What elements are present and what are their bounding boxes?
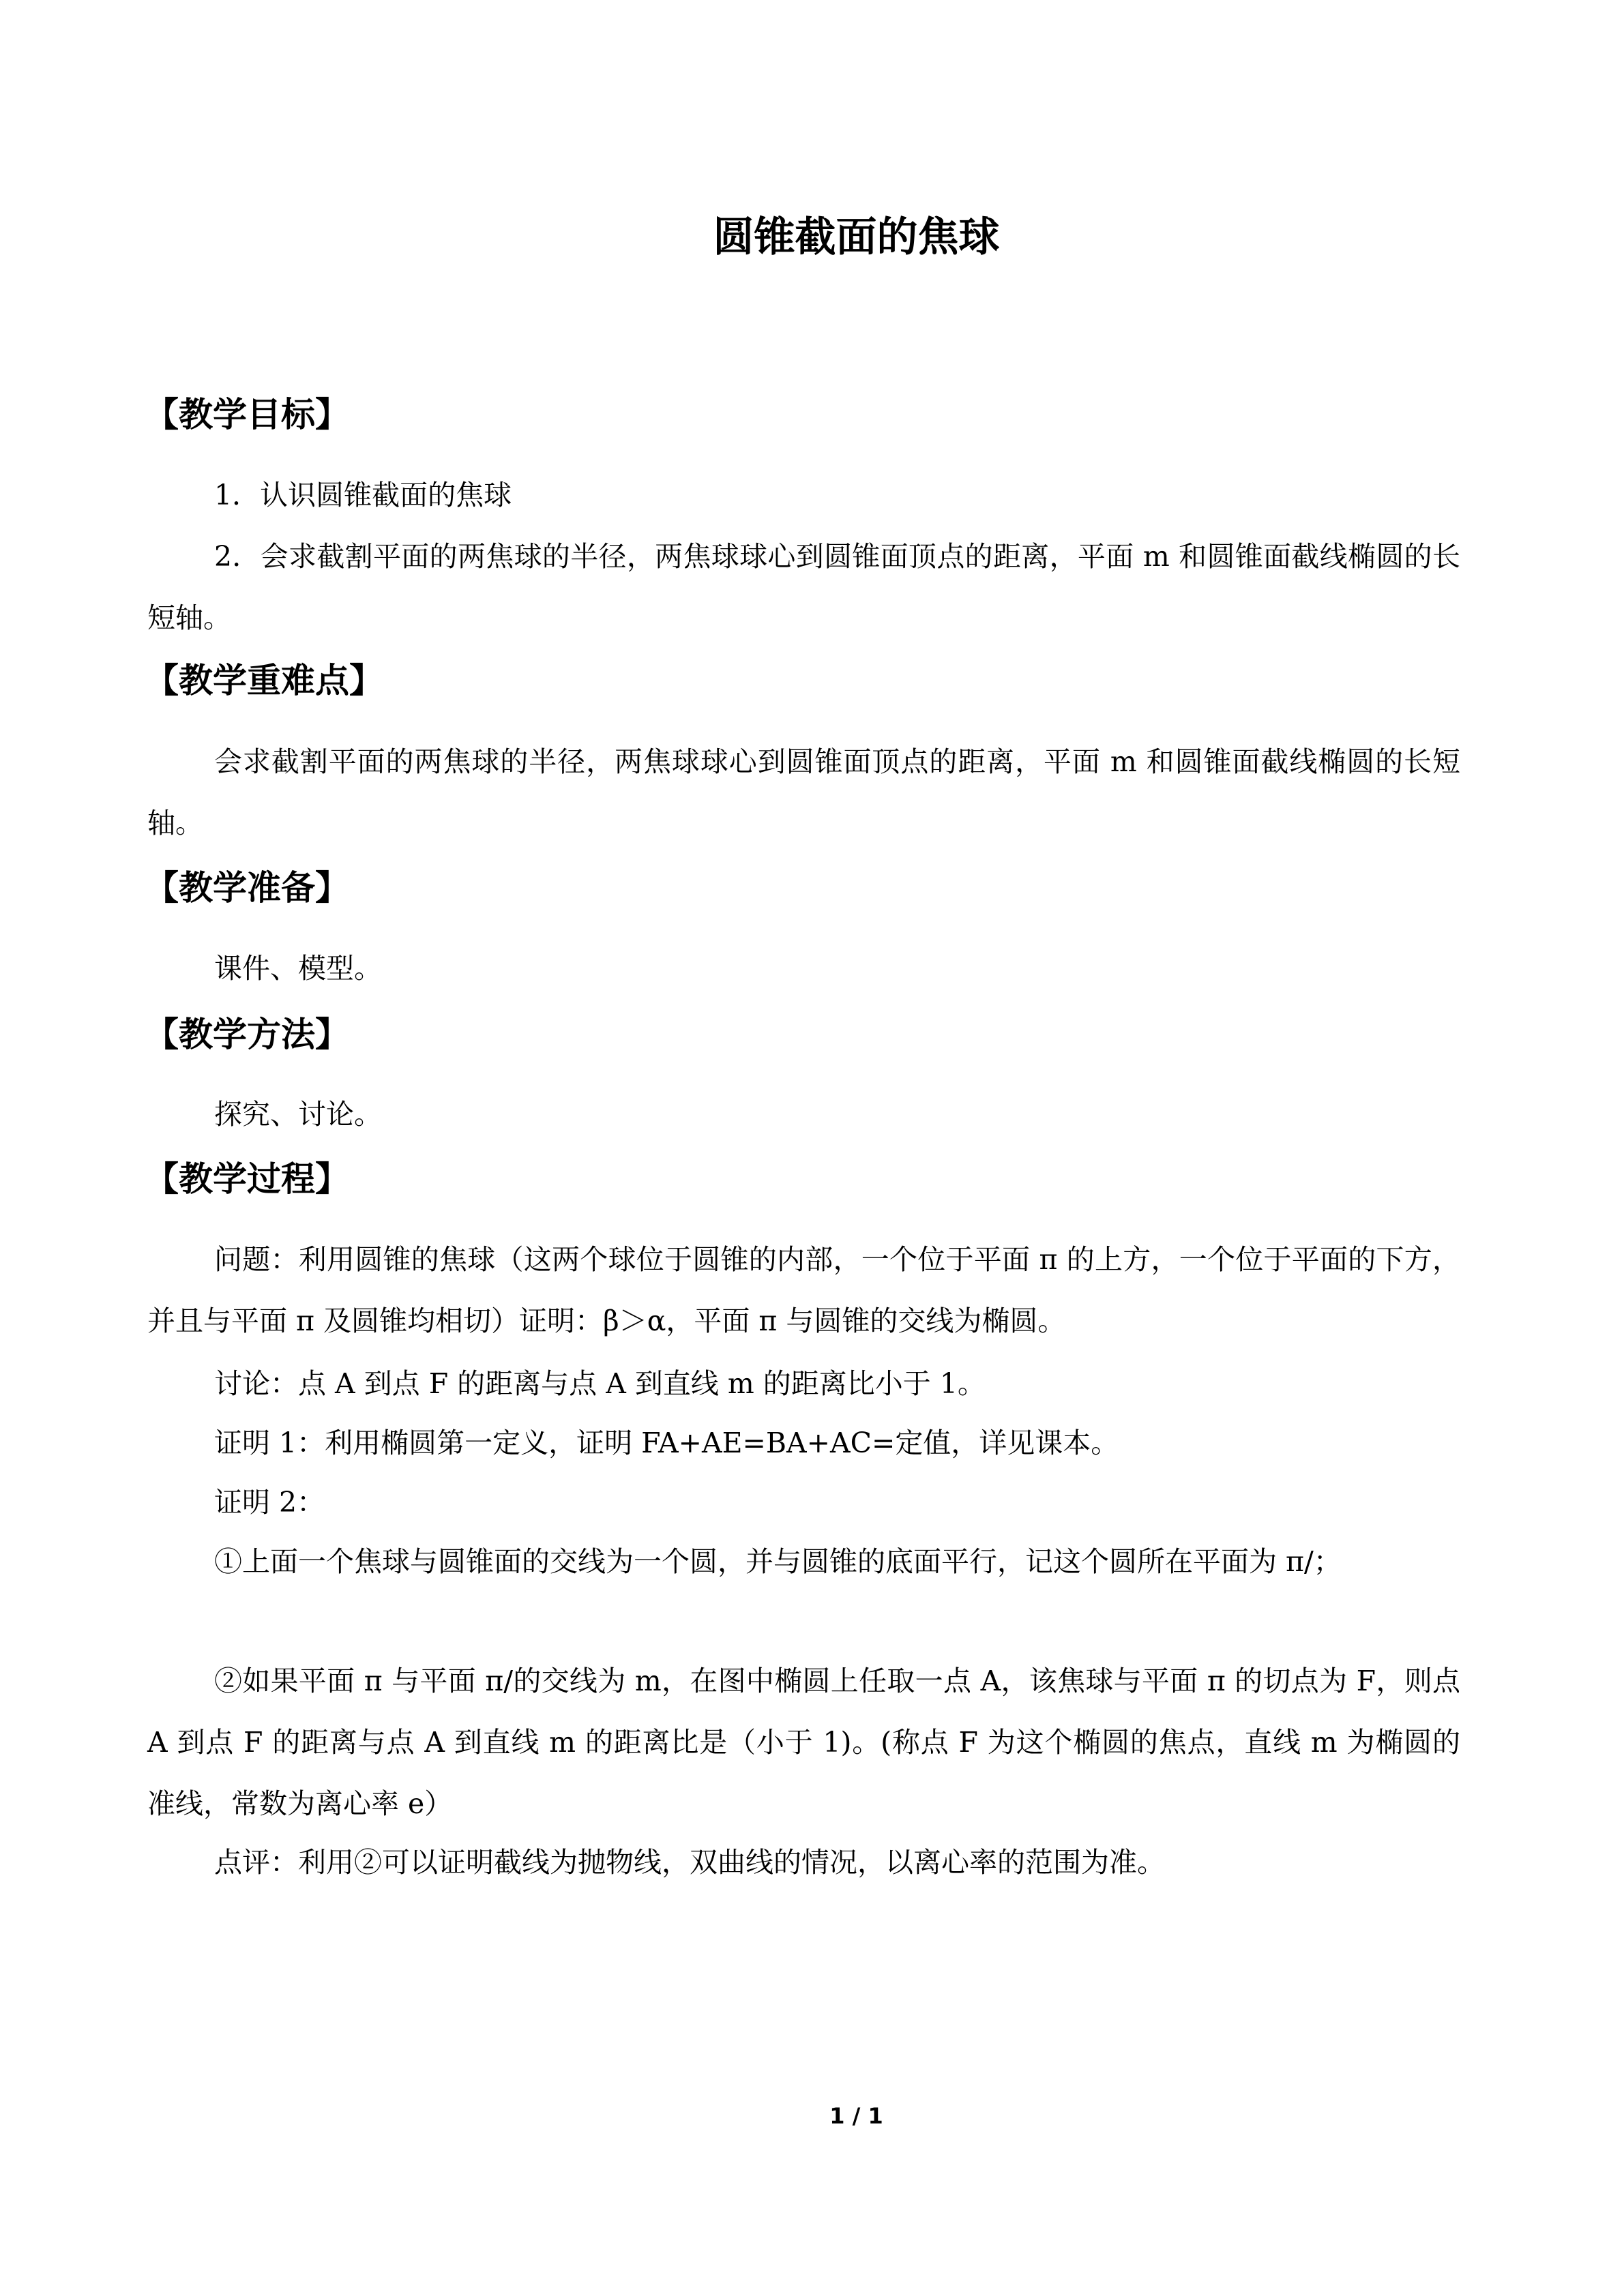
page-number: 1 / 1: [829, 2103, 883, 2129]
method-text: 探究、讨论。: [214, 1098, 382, 1131]
goals-item-2: 2．会求截割平面的两焦球的半径，两焦球球心到圆锥面顶点的距离，平面 m 和圆锥面截线椭圆的长短轴。: [147, 540, 1460, 634]
page-title: 圆锥截面的焦球: [713, 213, 1000, 261]
process-comment: 点评：利用②可以证明截线为抛物线，双曲线的情况，以离心率的范围为准。: [214, 1846, 1165, 1879]
section-heading-goals: 【教学目标】: [145, 395, 349, 434]
process-proof-2-step-1: ①上面一个焦球与圆锥面的交线为一个圆，并与圆锥的底面平行，记这个圆所在平面为 π/；: [214, 1545, 1342, 1578]
goals-item-1: 1．认识圆锥截面的焦球: [214, 479, 512, 511]
section-heading-method: 【教学方法】: [145, 1015, 349, 1054]
section-heading-preparation: 【教学准备】: [145, 868, 349, 908]
process-proof-2-label: 证明 2：: [214, 1486, 325, 1519]
section-heading-key-points: 【教学重难点】: [145, 661, 383, 700]
process-proof-1: 证明 1：利用椭圆第一定义，证明 FA+AE=BA+AC=定值，详见课本。: [214, 1427, 1119, 1459]
preparation-text: 课件、模型。: [214, 952, 382, 985]
key-points-text: 会求截割平面的两焦球的半径，两焦球球心到圆锥面顶点的距离，平面 m 和圆锥面截线椭圆的长短轴。: [147, 745, 1460, 839]
process-discussion: 讨论：点 A 到点 F 的距离与点 A 到直线 m 的距离比小于 1。: [214, 1367, 986, 1400]
process-proof-2-step-2: ②如果平面 π 与平面 π/的交线为 m，在图中椭圆上任取一点 A，该焦球与平面 π 的切点为 F，则点 A 到点 F 的距离与点 A 到直线 m 的距离比是（小于 1)。(称点 F 为这个椭圆的焦点，直线 m 为椭圆的准线，常数为离心率 e）: [147, 1665, 1460, 1820]
section-heading-process: 【教学过程】: [145, 1159, 349, 1199]
process-question: 问题：利用圆锥的焦球（这两个球位于圆锥的内部，一个位于平面 π 的上方，一个位于平面的下方，并且与平面 π 及圆锥均相切）证明：β＞α，平面 π 与圆锥的交线为椭圆。: [147, 1243, 1460, 1337]
